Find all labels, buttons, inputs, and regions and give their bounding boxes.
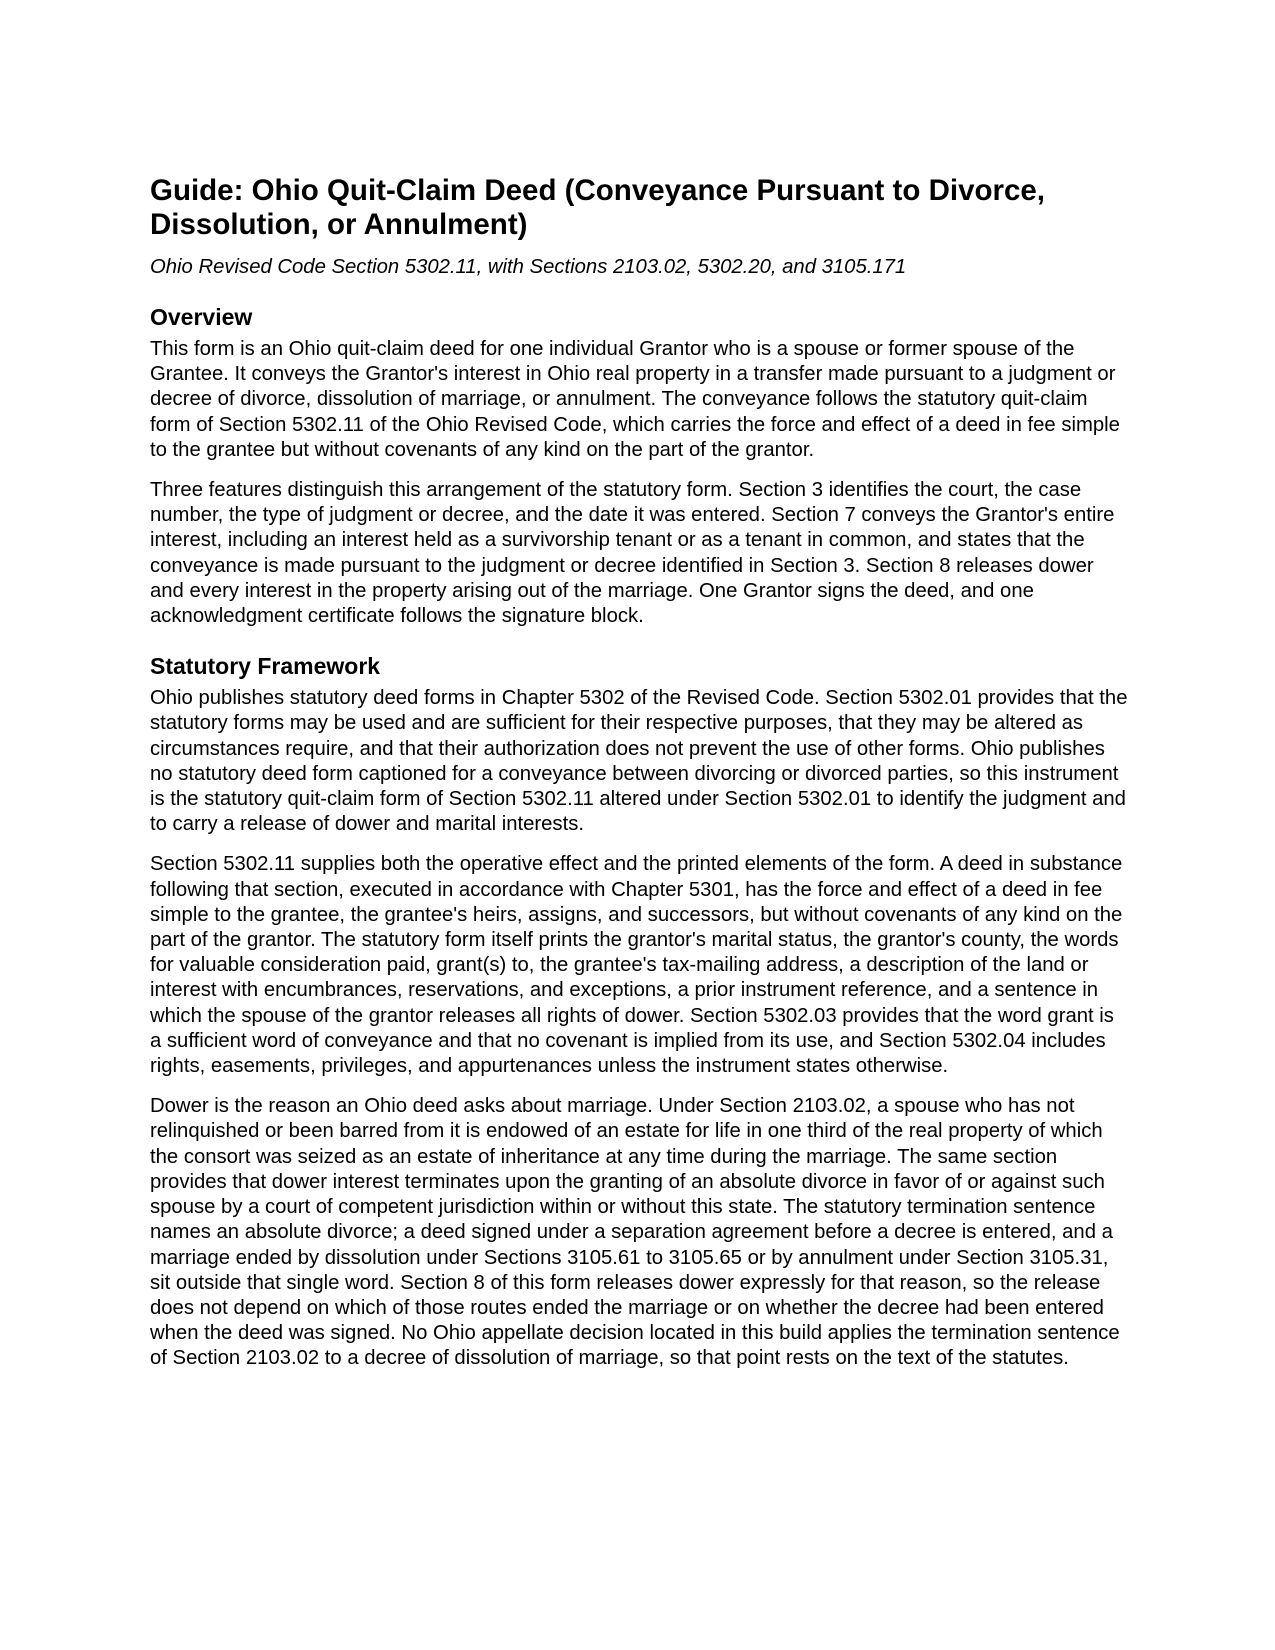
overview-paragraph-1: This form is an Ohio quit-claim deed for one individual Grantor who is a spouse or former spouse of the Grantee. It conveys the Grantor's interest in Ohio real property in a transfer made pursuant to a judgment or decree of divorce, dissolution of marriage, or annulment. The conveyance follows the statutory quit-claim form of Section 5302.11 of the Ohio Revised Code, which carries the force and effect of a deed in fee simple to the grantee but without covenants of any kind on the part of the grantor. xyxy=(150,338,1120,461)
section-statutory-framework xyxy=(150,652,1130,1371)
section-heading-statutory-framework: Statutory Framework xyxy=(150,653,381,680)
framework-paragraph-1: Ohio publishes statutory deed forms in Chapter 5302 of the Revised Code. Section 5302.01 provides that the statutory forms may be used and are sufficient for their respective purposes, that they may be altered as circumstances require, and that their authorization does not prevent the use of other forms. Ohio publishes no statutory deed form captioned for a conveyance between divorcing or divorced parties, so this instrument is the statutory quit-claim form of Section 5302.11 altered under Section 5302.01 to identify the judgment and to carry a release of dower and marital interests. xyxy=(150,687,1128,836)
framework-paragraph-2: Section 5302.11 supplies both the operative effect and the printed elements of the form. A deed in substance following that section, executed in accordance with Chapter 5301, has the force and effect of a deed in fee simple to the grantee, the grantee's heirs, assigns, and successors, but without covenants of any kind on the part of the grantor. The statutory form itself prints the grantor's marital status, the grantor's county, the words for valuable consideration paid, grant(s) to, the grantee's tax-mailing address, a description of the land or interest with encumbrances, reservations, and exceptions, a prior instrument reference, and a sentence in which the spouse of the grantor releases all rights of dower. Section 5302.03 provides that the word grant is a sufficient word of conveyance and that no covenant is implied from its use, and Section 5302.04 includes rights, easements, privileges, and appurtenances unless the instrument states otherwise. xyxy=(150,853,1123,1078)
document-subtitle: Ohio Revised Code Section 5302.11, with Sections 2103.02, 5302.20, and 3105.171 xyxy=(150,256,907,278)
section-heading-overview: Overview xyxy=(150,304,253,330)
document-page xyxy=(150,174,1130,1372)
section-overview xyxy=(150,303,1130,629)
framework-paragraph-3: Dower is the reason an Ohio deed asks about marriage. Under Section 2103.02, a spouse who has not relinquished or been barred from it is endowed of an estate for life in one third of the real property of which the consort was seized as an estate of inheritance at any time during the marriage. The same section provides that dower interest terminates upon the granting of an absolute divorce in favor of or against such spouse by a court of competent jurisdiction within or without this state. The statutory termination sentence names an absolute divorce; a deed signed under a separation agreement before a decree is entered, and a marriage ended by dissolution under Sections 3105.61 to 3105.65 or by annulment under Section 3105.31, sit outside that single word. Section 8 of this form releases dower expressly for that reason, so the release does not depend on which of those routes ended the marriage or on whether the decree had been entered when the deed was signed. No Ohio appellate decision located in this build applies the termination sentence of Section 2103.02 to a decree of dissolution of marriage, so that point rests on the text of the statutes. xyxy=(150,1095,1120,1370)
overview-paragraph-2: Three features distinguish this arrangement of the statutory form. Section 3 identifies the court, the case number, the type of judgment or decree, and the date it was entered. Section 7 conveys the Grantor's entire interest, including an interest held as a survivorship tenant or as a tenant in common, and states that the conveyance is made pursuant to the judgment or decree identified in Section 3. Section 8 releases dower and every interest in the property arising out of the marriage. One Grantor signs the deed, and one acknowledgment certificate follows the signature block. xyxy=(150,479,1115,628)
document-title: Guide: Ohio Quit-Claim Deed (Conveyance Pursuant to Divorce, Dissolution, or Annulment) xyxy=(150,174,1045,241)
